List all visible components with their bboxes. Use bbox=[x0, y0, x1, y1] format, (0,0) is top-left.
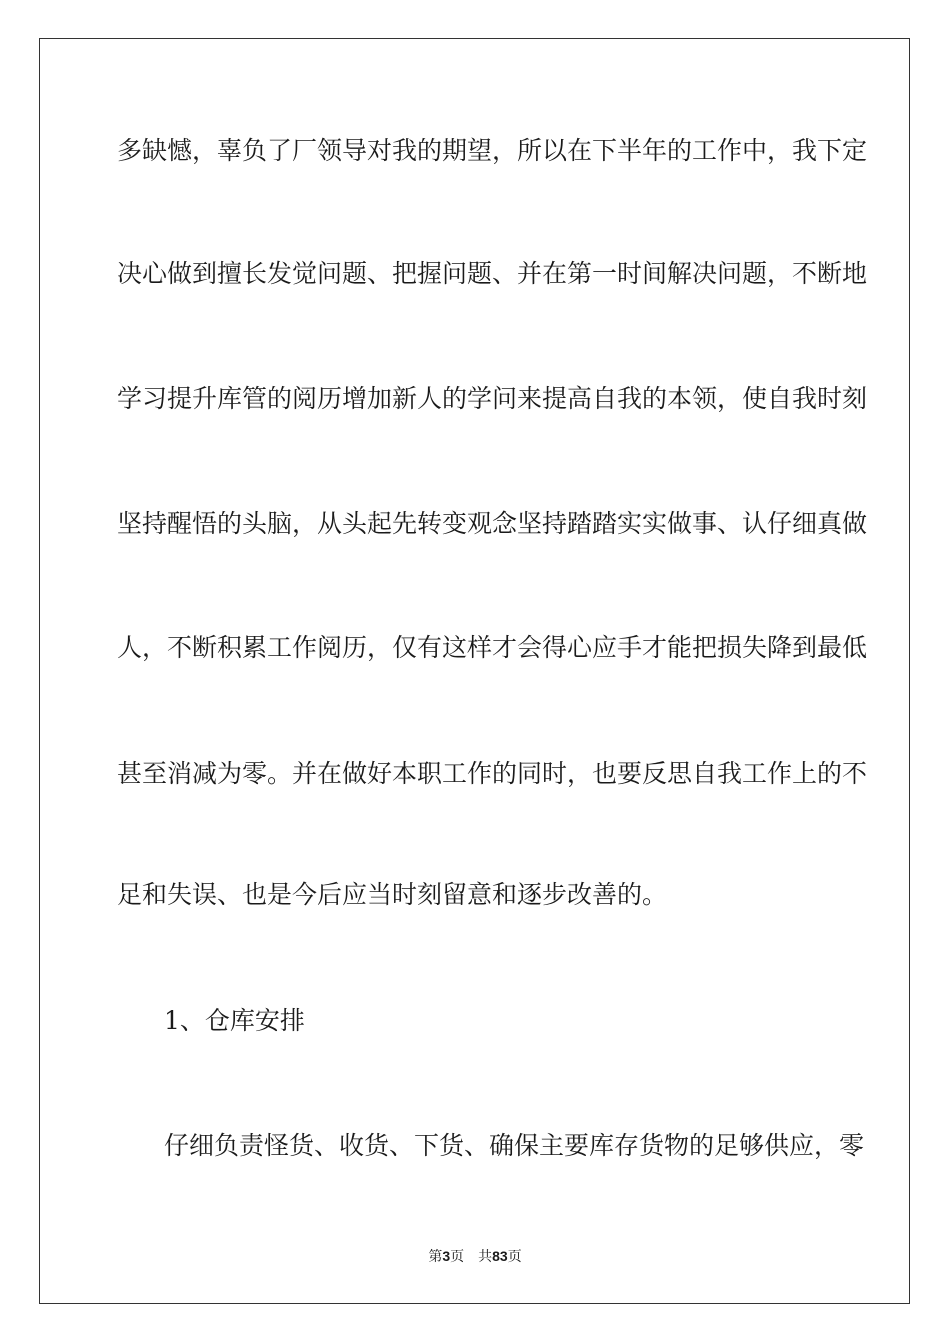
body-text-line-7: 足和失误、也是今后应当时刻留意和逐步改善的。 bbox=[117, 880, 668, 909]
footer-page-number: 3 bbox=[442, 1248, 451, 1264]
page-footer bbox=[0, 1247, 950, 1266]
footer-page-suffix: 页 bbox=[450, 1249, 465, 1265]
body-text-line-1: 多缺憾，辜负了厂领导对我的期望，所以在下半年的工作中，我下定 bbox=[117, 136, 868, 165]
footer-total-pages: 83 bbox=[492, 1248, 508, 1264]
paragraph-first-line: 仔细负责怪货、收货、下货、确保主要库存货物的足够供应，零 bbox=[164, 1131, 865, 1160]
footer-total-suffix: 页 bbox=[507, 1249, 522, 1265]
footer-total-prefix: 共 bbox=[478, 1249, 493, 1265]
page-border bbox=[39, 38, 910, 1304]
body-text-line-5: 人，不断积累工作阅历，仅有这样才会得心应手才能把损失降到最低 bbox=[117, 633, 868, 662]
body-text-line-2: 决心做到擅长发觉问题、把握问题、并在第一时间解决问题，不断地 bbox=[117, 259, 868, 288]
footer-page-prefix: 第 bbox=[428, 1249, 443, 1265]
section-heading: 1、仓库安排 bbox=[164, 1006, 305, 1035]
body-text-line-6: 甚至消减为零。并在做好本职工作的同时，也要反思自我工作上的不 bbox=[117, 759, 868, 788]
body-text-line-3: 学习提升库管的阅历增加新人的学问来提高自我的本领，使自我时刻 bbox=[117, 384, 868, 413]
body-text-line-4: 坚持醒悟的头脑，从头起先转变观念坚持踏踏实实做事、认仔细真做 bbox=[117, 509, 868, 538]
